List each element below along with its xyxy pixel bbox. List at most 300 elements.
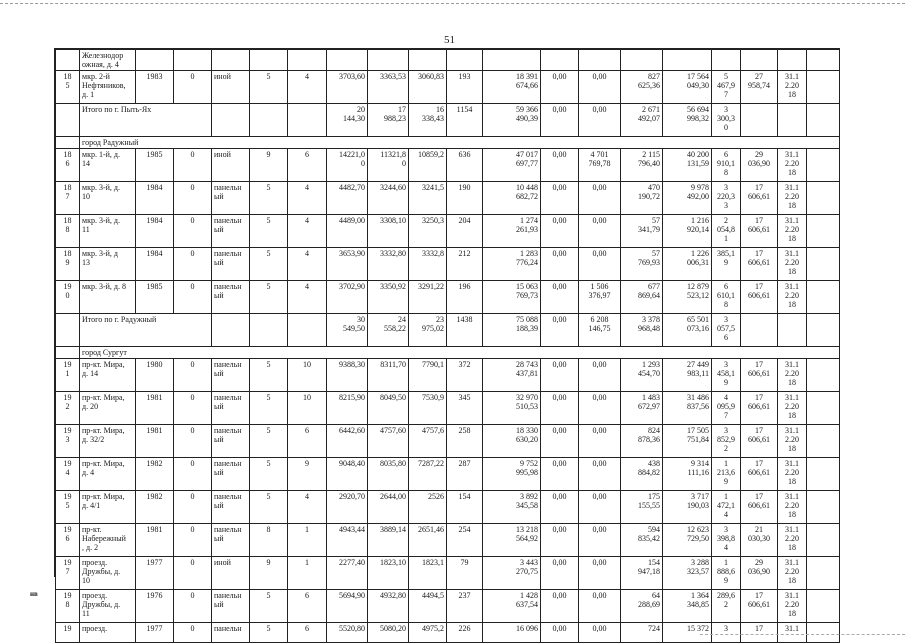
table-row	[56, 215, 840, 248]
table-cell: 154	[447, 491, 483, 524]
table-cell: 1982	[136, 458, 174, 491]
table-cell: 6	[288, 590, 327, 623]
table-row	[56, 359, 840, 392]
table-cell: 29 036,90	[741, 149, 778, 182]
section-header-row	[56, 347, 840, 359]
table-cell: 11321,8 0	[368, 149, 409, 182]
table-row	[56, 248, 840, 281]
table-cell: пр-кт. Набережный , д. 2	[80, 524, 136, 557]
table-cell: панельн ый	[212, 215, 250, 248]
table-cell: 18 8	[56, 215, 80, 248]
table-cell: 40 200 131,59	[663, 149, 712, 182]
table-cell: 4	[288, 491, 327, 524]
table-cell: 3244,60	[368, 182, 409, 215]
table-cell: 0	[174, 425, 212, 458]
section-header-row	[56, 137, 840, 149]
table-cell: 5	[250, 248, 288, 281]
table-cell: 31.1 2.20 18	[778, 149, 807, 182]
table-cell: 8215,90	[327, 392, 368, 425]
table-cell: 16 338,43	[409, 104, 447, 137]
table-cell: 19 5	[56, 491, 80, 524]
table-cell: 3 378 968,48	[621, 314, 663, 347]
table-cell: 4	[288, 281, 327, 314]
table-cell: 31.1	[778, 623, 807, 643]
table-cell: 6 910,1 8	[712, 149, 741, 182]
table-cell: 470 190,72	[621, 182, 663, 215]
table-cell	[174, 50, 212, 71]
table-cell: 31.1 2.20 18	[778, 425, 807, 458]
table-cell: панельн ый	[212, 359, 250, 392]
table-cell: 29 036,90	[741, 557, 778, 590]
table-cell: 17 606,61	[741, 215, 778, 248]
table-row	[56, 524, 840, 557]
table-cell: 0,00	[541, 248, 579, 281]
table-cell: 0,00	[541, 359, 579, 392]
table-cell: 7790,1	[409, 359, 447, 392]
table-cell: 6	[288, 623, 327, 643]
table-cell: 5694,90	[327, 590, 368, 623]
table-cell: 8	[250, 524, 288, 557]
table-cell	[807, 359, 840, 392]
table-cell: 0,00	[541, 104, 579, 137]
table-cell	[807, 590, 840, 623]
table-cell: 57 341,79	[621, 215, 663, 248]
table-cell: 4 095,9 7	[712, 392, 741, 425]
table-cell: 2 115 796,40	[621, 149, 663, 182]
table-cell: 1823,10	[368, 557, 409, 590]
table-cell: пр-кт. Мира, д. 4	[80, 458, 136, 491]
table-cell: 24 558,22	[368, 314, 409, 347]
table-cell: 3350,92	[368, 281, 409, 314]
table-cell	[807, 182, 840, 215]
total-label: Итого по г. Пыть-Ях	[80, 104, 212, 137]
table-cell: 5	[250, 491, 288, 524]
table-cell: панельн ый	[212, 392, 250, 425]
table-cell: 31.1 2.20 18	[778, 392, 807, 425]
table-cell: 4932,80	[368, 590, 409, 623]
table-cell	[807, 458, 840, 491]
table-cell: 0	[174, 248, 212, 281]
table-cell: 15 372	[663, 623, 712, 643]
table-cell: 59 366 490,39	[483, 104, 541, 137]
table-cell: 1	[288, 524, 327, 557]
table-cell: 79	[447, 557, 483, 590]
table-cell: 0,00	[541, 71, 579, 104]
table-cell: 1	[288, 557, 327, 590]
city-heading: город Сургут	[80, 347, 840, 359]
table-cell: 17 606,61	[741, 281, 778, 314]
table-cell: 6442,60	[327, 425, 368, 458]
table-cell: 5	[250, 215, 288, 248]
table-cell: 19 0	[56, 281, 80, 314]
table-cell: пр-кт. Мира, д. 32/2	[80, 425, 136, 458]
table-cell: 1984	[136, 215, 174, 248]
table-cell	[212, 50, 250, 71]
table-row	[56, 182, 840, 215]
table-cell: 27 449 983,11	[663, 359, 712, 392]
table-cell: панельн ый	[212, 281, 250, 314]
table-cell: 0	[174, 149, 212, 182]
table-cell: Железнодор ожная, д. 4	[80, 50, 136, 71]
table-cell: 5	[250, 623, 288, 643]
table-cell: 19 4	[56, 458, 80, 491]
table-cell: 0,00	[579, 557, 621, 590]
table-row	[56, 425, 840, 458]
table-cell: 204	[447, 215, 483, 248]
table-cell: 1981	[136, 392, 174, 425]
table-cell: 212	[447, 248, 483, 281]
table-cell	[741, 104, 778, 137]
table-cell	[288, 50, 327, 71]
table-cell: 5520,80	[327, 623, 368, 643]
table-cell: 19 3	[56, 425, 80, 458]
table-cell: 0	[174, 491, 212, 524]
table-cell: 4	[288, 182, 327, 215]
table-cell: 0	[174, 359, 212, 392]
table-cell: 0,00	[541, 215, 579, 248]
table-cell: 15 063 769,73	[483, 281, 541, 314]
table-cell: 31.1 2.20 18	[778, 557, 807, 590]
table-cell: 5 467,9 7	[712, 71, 741, 104]
table-row	[56, 392, 840, 425]
table-cell: 3 717 190,03	[663, 491, 712, 524]
table-cell: 19 1	[56, 359, 80, 392]
table-cell: 56 694 998,32	[663, 104, 712, 137]
table-row	[56, 281, 840, 314]
table-cell: 1 472,1 4	[712, 491, 741, 524]
table-cell: 12 879 523,12	[663, 281, 712, 314]
table-cell: 1154	[447, 104, 483, 137]
table-cell: 1 364 348,85	[663, 590, 712, 623]
table-cell: 3363,53	[368, 71, 409, 104]
table-cell: 1823,1	[409, 557, 447, 590]
table-cell	[409, 50, 447, 71]
table-cell: 19 2	[56, 392, 80, 425]
table-cell: 65 501 073,16	[663, 314, 712, 347]
table-cell: 0,00	[541, 590, 579, 623]
table-cell	[250, 50, 288, 71]
table-cell: 0,00	[579, 590, 621, 623]
table-cell: 31.1 2.20 18	[778, 590, 807, 623]
table-cell: 6	[288, 425, 327, 458]
table-cell: 1984	[136, 248, 174, 281]
table-cell	[807, 215, 840, 248]
table-cell: 17 606,61	[741, 248, 778, 281]
table-cell: мкр. 1-й, д. 14	[80, 149, 136, 182]
table-cell: проезд. Дружбы, д. 10	[80, 557, 136, 590]
table-cell: 1 483 672,97	[621, 392, 663, 425]
table-cell: 0,00	[541, 623, 579, 643]
table-cell: 3 852,9 2	[712, 425, 741, 458]
table-cell: 4757,60	[368, 425, 409, 458]
table-cell: 827 625,36	[621, 71, 663, 104]
table-cell: 17 988,23	[368, 104, 409, 137]
table-cell: 226	[447, 623, 483, 643]
table-cell: 2920,70	[327, 491, 368, 524]
table-cell: 31.1 2.20 18	[778, 71, 807, 104]
table-cell: 1980	[136, 359, 174, 392]
table-cell: мкр. 3-й, д. 11	[80, 215, 136, 248]
table-cell: панельн ый	[212, 458, 250, 491]
table-cell: 1981	[136, 524, 174, 557]
table-cell: 1984	[136, 182, 174, 215]
table-row	[56, 149, 840, 182]
city-total-row	[56, 104, 840, 137]
table-cell: 1 888,6 9	[712, 557, 741, 590]
housing-registry-table-frame	[54, 48, 840, 633]
table-cell: 3	[712, 623, 741, 643]
table-cell: 18 9	[56, 248, 80, 281]
table-cell: 3889,14	[368, 524, 409, 557]
footer-mark: нв	[30, 590, 38, 598]
table-cell: 3 398,8 4	[712, 524, 741, 557]
table-cell: 3 458,1 9	[712, 359, 741, 392]
table-cell: 31.1 2.20 18	[778, 215, 807, 248]
table-cell: 1 274 261,93	[483, 215, 541, 248]
table-cell: 16 096	[483, 623, 541, 643]
table-cell: 3332,80	[368, 248, 409, 281]
table-cell: 21 030,30	[741, 524, 778, 557]
table-cell: 31 486 837,56	[663, 392, 712, 425]
table-cell: 17 606,61	[741, 458, 778, 491]
table-cell: 0,00	[579, 458, 621, 491]
table-cell: 3308,10	[368, 215, 409, 248]
table-cell: 23 975,02	[409, 314, 447, 347]
table-cell: панельн ый	[212, 425, 250, 458]
table-cell: 0,00	[579, 104, 621, 137]
table-cell: 32 970 510,53	[483, 392, 541, 425]
table-cell: 6 610,1 8	[712, 281, 741, 314]
page-number: 51	[444, 34, 455, 46]
table-row	[56, 491, 840, 524]
table-cell: 4757,6	[409, 425, 447, 458]
table-cell: 31.1 2.20 18	[778, 182, 807, 215]
table-cell: 9 314 111,16	[663, 458, 712, 491]
table-cell: проезд. Дружбы, д. 11	[80, 590, 136, 623]
table-cell: 1985	[136, 281, 174, 314]
table-cell: 175 155,55	[621, 491, 663, 524]
table-cell	[778, 104, 807, 137]
table-cell: 9 752 995,98	[483, 458, 541, 491]
table-cell: 1977	[136, 557, 174, 590]
table-cell: 7530,9	[409, 392, 447, 425]
table-cell	[56, 50, 80, 71]
table-cell: 0	[174, 71, 212, 104]
table-cell	[741, 314, 778, 347]
table-cell: 2526	[409, 491, 447, 524]
table-cell: 19 7	[56, 557, 80, 590]
table-cell: 3060,83	[409, 71, 447, 104]
table-cell: 19	[56, 623, 80, 643]
table-cell: 287	[447, 458, 483, 491]
table-cell: иной	[212, 71, 250, 104]
table-cell: 8035,80	[368, 458, 409, 491]
table-cell	[807, 491, 840, 524]
table-cell: 4482,70	[327, 182, 368, 215]
table-cell: 385,1 9	[712, 248, 741, 281]
table-cell: 9	[250, 149, 288, 182]
table-cell: 5	[250, 590, 288, 623]
table-cell: 19 8	[56, 590, 80, 623]
city-heading: город Радужный	[80, 137, 840, 149]
table-cell: мкр. 3-й, д. 10	[80, 182, 136, 215]
table-cell: 4489,00	[327, 215, 368, 248]
table-cell: панельн ый	[212, 182, 250, 215]
table-cell: 438 884,82	[621, 458, 663, 491]
table-cell: 193	[447, 71, 483, 104]
table-cell: 31.1 2.20 18	[778, 458, 807, 491]
table-cell: мкр. 2-й Нефтяников, д. 1	[80, 71, 136, 104]
table-cell: 1981	[136, 425, 174, 458]
table-cell: 17 606,61	[741, 491, 778, 524]
table-cell: 3 443 270,75	[483, 557, 541, 590]
table-cell: 4 701 769,78	[579, 149, 621, 182]
table-cell: 0,00	[579, 248, 621, 281]
table-cell: 0,00	[541, 392, 579, 425]
table-cell: 4975,2	[409, 623, 447, 643]
table-cell: 64 288,69	[621, 590, 663, 623]
table-row	[56, 623, 840, 643]
table-cell: 5080,20	[368, 623, 409, 643]
table-cell: 31.1 2.20 18	[778, 491, 807, 524]
table-cell: 0,00	[541, 149, 579, 182]
table-cell: 3 288 323,57	[663, 557, 712, 590]
table-cell: 0	[174, 458, 212, 491]
table-cell: 6 208 146,75	[579, 314, 621, 347]
table-cell: 0,00	[541, 281, 579, 314]
table-cell: 190	[447, 182, 483, 215]
table-cell: 258	[447, 425, 483, 458]
table-cell: 237	[447, 590, 483, 623]
table-cell: 0,00	[579, 182, 621, 215]
table-cell: 0,00	[541, 458, 579, 491]
table-cell: 5	[250, 425, 288, 458]
table-cell: 0,00	[541, 491, 579, 524]
table-row	[56, 458, 840, 491]
table-cell: панельн	[212, 623, 250, 643]
table-cell: 3250,3	[409, 215, 447, 248]
table-cell: 5	[250, 281, 288, 314]
table-cell: 3 892 345,58	[483, 491, 541, 524]
table-cell	[250, 104, 288, 137]
table-cell: 2 671 492,07	[621, 104, 663, 137]
table-cell: 17 606,61	[741, 359, 778, 392]
table-cell: 0	[174, 524, 212, 557]
table-cell	[327, 50, 368, 71]
table-cell: 1 216 920,14	[663, 215, 712, 248]
table-cell: 9	[250, 557, 288, 590]
table-cell: мкр. 3-й, д 13	[80, 248, 136, 281]
table-cell: 8049,50	[368, 392, 409, 425]
table-body	[56, 50, 840, 643]
table-cell: пр-кт. Мира, д. 4/1	[80, 491, 136, 524]
table-cell: 5	[250, 458, 288, 491]
table-cell: 3 300,3 0	[712, 104, 741, 137]
table-cell: 0,00	[579, 491, 621, 524]
table-cell	[807, 50, 840, 71]
table-cell: 1438	[447, 314, 483, 347]
table-cell: иной	[212, 149, 250, 182]
table-cell: 9	[288, 458, 327, 491]
table-cell	[807, 557, 840, 590]
table-cell: 10	[288, 392, 327, 425]
table-cell: иной	[212, 557, 250, 590]
table-cell: 18 5	[56, 71, 80, 104]
table-row	[56, 71, 840, 104]
table-cell: 1 283 776,24	[483, 248, 541, 281]
table-cell: 1 293 454,70	[621, 359, 663, 392]
table-cell: 1 428 637,54	[483, 590, 541, 623]
table-cell: 17	[741, 623, 778, 643]
table-cell: 30 549,50	[327, 314, 368, 347]
table-cell: 372	[447, 359, 483, 392]
table-row	[56, 590, 840, 623]
table-cell: панельн ый	[212, 524, 250, 557]
table-cell: 1977	[136, 623, 174, 643]
table-cell: 2644,00	[368, 491, 409, 524]
table-cell	[807, 281, 840, 314]
table-cell	[807, 425, 840, 458]
table-cell	[483, 50, 541, 71]
table-cell: 18 7	[56, 182, 80, 215]
table-cell	[807, 314, 840, 347]
table-cell: 2 054,8 1	[712, 215, 741, 248]
table-cell	[807, 104, 840, 137]
total-label: Итого по г. Радужный	[80, 314, 212, 347]
scan-top-edge	[0, 0, 905, 6]
table-cell: 0,00	[579, 359, 621, 392]
table-cell: 18 330 630,20	[483, 425, 541, 458]
table-cell: 3291,22	[409, 281, 447, 314]
table-cell: 13 218 564,92	[483, 524, 541, 557]
table-cell: 18 6	[56, 149, 80, 182]
table-cell: 17 564 049,30	[663, 71, 712, 104]
table-cell: 154 947,18	[621, 557, 663, 590]
table-cell: 196	[447, 281, 483, 314]
table-cell: 3653,90	[327, 248, 368, 281]
table-cell	[56, 137, 80, 149]
table-cell: 0,00	[541, 425, 579, 458]
table-cell: 4	[288, 215, 327, 248]
table-cell: 1976	[136, 590, 174, 623]
table-cell	[136, 50, 174, 71]
table-cell: 28 743 437,81	[483, 359, 541, 392]
table-cell	[712, 50, 741, 71]
table-cell	[778, 50, 807, 71]
table-cell: 0,00	[579, 215, 621, 248]
table-cell: 2277,40	[327, 557, 368, 590]
table-cell	[807, 524, 840, 557]
table-cell: 57 769,93	[621, 248, 663, 281]
table-cell: 0	[174, 623, 212, 643]
table-cell	[807, 392, 840, 425]
table-cell	[368, 50, 409, 71]
table-cell	[741, 50, 778, 71]
table-cell: 1983	[136, 71, 174, 104]
table-cell: 0,00	[579, 524, 621, 557]
table-cell: 10 448 682,72	[483, 182, 541, 215]
table-cell: 10859,2	[409, 149, 447, 182]
city-total-row	[56, 314, 840, 347]
table-cell: 14221,0 0	[327, 149, 368, 182]
table-cell: 824 878,36	[621, 425, 663, 458]
table-cell: 10	[288, 359, 327, 392]
table-cell: 0,00	[541, 524, 579, 557]
table-cell	[807, 248, 840, 281]
table-cell: 345	[447, 392, 483, 425]
table-cell: 594 835,42	[621, 524, 663, 557]
table-cell	[212, 104, 250, 137]
